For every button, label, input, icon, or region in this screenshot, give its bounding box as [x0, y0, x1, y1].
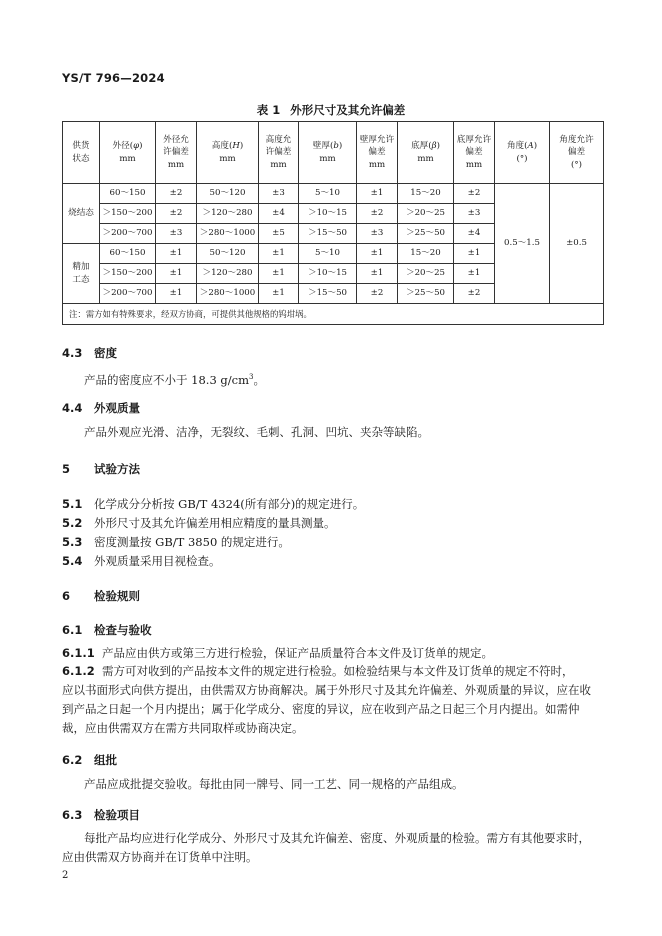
- table-cell: ±1: [357, 184, 398, 204]
- table-cell: ＞200～700: [100, 224, 156, 244]
- table-cell: ±2: [454, 284, 495, 304]
- table-cell: ±1: [454, 244, 495, 264]
- table-cell: ±2: [357, 204, 398, 224]
- section-5-heading: 5 试验方法: [62, 462, 140, 476]
- table-cell: ±1: [259, 244, 299, 264]
- table-cell: 5～10: [299, 184, 357, 204]
- table-caption: 外形尺寸及其允许偏差: [290, 103, 406, 117]
- table-cell: ＞25～50: [398, 284, 454, 304]
- table-cell: ±1: [156, 284, 197, 304]
- section-6-1-heading: 6.1 检查与验收: [62, 623, 152, 637]
- table-cell: 5～10: [299, 244, 357, 264]
- angle-tol-cell: ±0.5: [550, 184, 604, 304]
- table-cell: ＞150～200: [100, 264, 156, 284]
- table-cell: ±3: [259, 184, 299, 204]
- header-supply-state: 供货 状态: [63, 122, 100, 184]
- table-cell: ＞280～1000: [197, 224, 259, 244]
- table-cell: ＞10～15: [299, 264, 357, 284]
- table-cell: ±3: [156, 224, 197, 244]
- table-cell: ±1: [259, 284, 299, 304]
- header-height: 高度(H) mm: [197, 122, 259, 184]
- table-cell: 15～20: [398, 184, 454, 204]
- table-cell: ±1: [156, 244, 197, 264]
- section-5-4: 5.4 外观质量采用目视检查。: [62, 554, 221, 568]
- table-cell: ±2: [156, 184, 197, 204]
- section-5-1: 5.1 化学成分分析按 GB/T 4324(所有部分)的规定进行。: [62, 497, 365, 511]
- table-cell: ±3: [454, 204, 495, 224]
- table-cell: ＞20～25: [398, 264, 454, 284]
- table-cell: 60～150: [100, 244, 156, 264]
- header-bottom-thickness: 底厚(β) mm: [398, 122, 454, 184]
- table-cell: 50～120: [197, 184, 259, 204]
- header-angle-tol: 角度允许 偏差 (°): [550, 122, 604, 184]
- section-4-3-heading: 4.3 密度: [62, 346, 117, 360]
- table-cell: ＞150～200: [100, 204, 156, 224]
- table-cell: ±1: [156, 264, 197, 284]
- table-cell: ±4: [454, 224, 495, 244]
- standard-code: YS/T 796—2024: [62, 71, 165, 85]
- table-title: [0, 102, 662, 118]
- header-bottom-thickness-tol: 底厚允许 偏差 mm: [454, 122, 495, 184]
- table-note: 注：需方如有特殊要求，经双方协商，可提供其他规格的钨坩埚。: [63, 304, 604, 325]
- table-cell: 50～120: [197, 244, 259, 264]
- table-cell: ＞20～25: [398, 204, 454, 224]
- table-cell: ±5: [259, 224, 299, 244]
- table-cell: ＞25～50: [398, 224, 454, 244]
- table-note-row: [63, 304, 604, 325]
- table-cell: ±4: [259, 204, 299, 224]
- section-6-heading: 6 检验规则: [62, 589, 140, 603]
- header-height-tol: 高度允 许偏差 mm: [259, 122, 299, 184]
- angle-cell: 0.5～1.5: [495, 184, 550, 304]
- supply-state-cell: 烧结态: [63, 184, 100, 244]
- section-5-2: 5.2 外形尺寸及其允许偏差用相应精度的量具测量。: [62, 516, 336, 530]
- section-6-2-heading: 6.2 组批: [62, 753, 117, 767]
- table-cell: ＞15～50: [299, 224, 357, 244]
- table-cell: ±2: [156, 204, 197, 224]
- table-cell: ±1: [357, 244, 398, 264]
- section-4-4-heading: 4.4 外观质量: [62, 401, 140, 415]
- table-cell: ＞15～50: [299, 284, 357, 304]
- section-6-3-text: 每批产品均应进行化学成分、外形尺寸及其允许偏差、密度、外观质量的检验。需方有其他要求时， 应由供需双方协商并在订货单中注明。: [62, 831, 590, 864]
- section-5-3: 5.3 密度测量按 GB/T 3850 的规定进行。: [62, 535, 290, 549]
- table-cell: 60～150: [100, 184, 156, 204]
- table-cell: ±3: [357, 224, 398, 244]
- table-cell: ＞10～15: [299, 204, 357, 224]
- table-number: 表 1: [256, 103, 281, 117]
- table-cell: ±1: [259, 264, 299, 284]
- header-outer-diameter: 外径(φ) mm: [100, 122, 156, 184]
- supply-state-cell: 精加 工态: [63, 244, 100, 304]
- table-cell: ±2: [454, 184, 495, 204]
- header-wall-thickness-tol: 壁厚允许 偏差 mm: [357, 122, 398, 184]
- table-cell: ＞120～280: [197, 204, 259, 224]
- header-outer-diameter-tol: 外径允 许偏差 mm: [156, 122, 197, 184]
- table-cell: ±1: [454, 264, 495, 284]
- header-angle: 角度(A) (°): [495, 122, 550, 184]
- table-cell: ±2: [357, 284, 398, 304]
- section-4-3-text: 产品的密度应不小于 18.3 $g/cm^3$。: [84, 372, 265, 387]
- section-6-2-text: 产品应成批提交验收。每批由同一牌号、同一工艺、同一规格的产品组成。: [84, 777, 464, 791]
- table-cell: ±1: [357, 264, 398, 284]
- section-6-3-heading: 6.3 检验项目: [62, 808, 140, 822]
- table-cell: ＞280～1000: [197, 284, 259, 304]
- section-4-4-text: 产品外观应光滑、洁净，无裂纹、毛刺、孔洞、凹坑、夹杂等缺陷。: [84, 425, 429, 439]
- table-cell: ＞200～700: [100, 284, 156, 304]
- table-cell: ＞120～280: [197, 264, 259, 284]
- header-wall-thickness: 壁厚(b) mm: [299, 122, 357, 184]
- table-cell: 15～20: [398, 244, 454, 264]
- table-row: [63, 184, 604, 204]
- dimension-tolerance-table: [62, 121, 604, 325]
- section-6-1-1: 6.1.1 产品应由供方或第三方进行检验，保证产品质量符合本文件及订货单的规定。: [62, 646, 493, 660]
- page-number: 2: [62, 870, 69, 881]
- section-6-1-2: 6.1.2 需方可对收到的产品按本文件的规定进行检验。如检验结果与本文件及订货单的规定不符时， 应以书面形式向供方提出，由供需双方协商解决。属于外形尺寸及其允许偏差、外观质量的异议，应在收 到产品之日起一个月内提出；属于化学成分、密度的异议，应在收到产品之日起三个月内提出。如需仲 裁，应由供需双方在需方共同取样或协商决定。: [62, 664, 591, 735]
